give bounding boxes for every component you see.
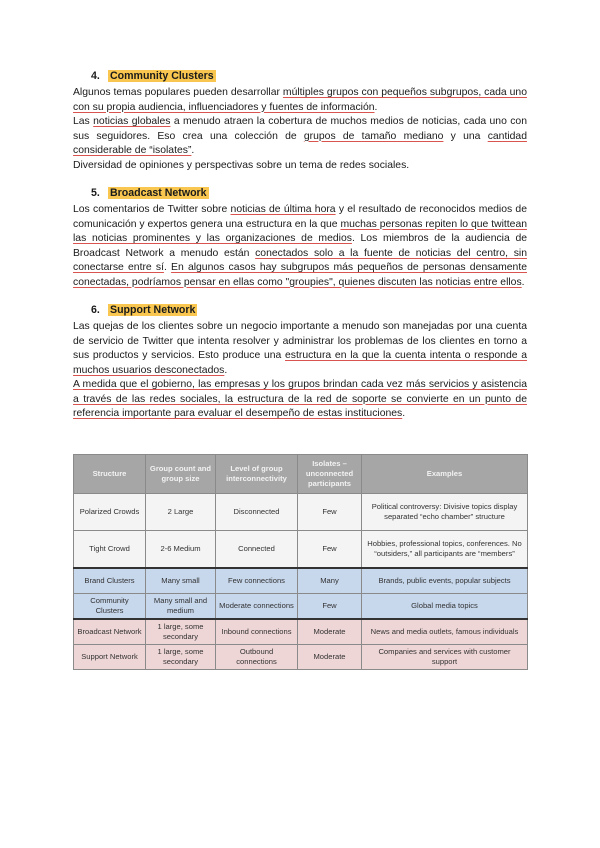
- section-heading: [91, 304, 527, 317]
- paragraph: [73, 86, 527, 115]
- cell-structure: Brand Clusters: [74, 568, 146, 594]
- table-row: [74, 645, 528, 670]
- text-segment: Algunos temas populares pueden desarrollar: [73, 87, 283, 98]
- section-number: 6.: [91, 304, 100, 316]
- table-row: [74, 619, 528, 645]
- section-heading: [91, 70, 527, 83]
- cell-structure: Tight Crowd: [74, 531, 146, 569]
- paragraph: [73, 159, 527, 174]
- cell-interconnectivity: Few connections: [216, 568, 298, 594]
- cell-interconnectivity: Connected: [216, 531, 298, 569]
- network-structures-table: [73, 454, 528, 670]
- text-segment: Diversidad de opiniones y perspectivas sobre un tema de redes sociales.: [73, 159, 410, 171]
- cell-group-count: Many small: [146, 568, 216, 594]
- cell-isolates: Moderate: [298, 619, 362, 645]
- table-header-row: [74, 455, 528, 494]
- paragraph: [73, 115, 527, 159]
- section-number: 4.: [91, 70, 100, 82]
- cell-examples: News and media outlets, famous individuals: [362, 619, 528, 645]
- document-content: [73, 70, 527, 422]
- text-segment: Las quejas de los clientes sobre un negocio importante a menudo son manejadas por una cuenta de servicio de Twitter que intenta resolver y administrar los problemas de los clientes en torno a sus productos y servicios. Esto produce una: [73, 321, 527, 361]
- cell-structure: Polarized Crowds: [74, 494, 146, 531]
- cell-examples: Political controversy: Divisive topics display separated “echo chamber” structure: [362, 494, 528, 531]
- section-title: Community Clusters: [110, 70, 214, 82]
- cell-isolates: Few: [298, 594, 362, 620]
- cell-examples: Global media topics: [362, 594, 528, 620]
- cell-interconnectivity: Outbound connections: [216, 645, 298, 670]
- cell-group-count: 2-6 Medium: [146, 531, 216, 569]
- table-row: [74, 594, 528, 620]
- text-segment: a menudo atraen la cobertura de muchos medios de noticias, cada uno con sus seguidores. Eso crea una colección de: [73, 116, 527, 142]
- cell-structure: Community Clusters: [74, 594, 146, 620]
- text-segment: Las: [73, 116, 94, 127]
- cell-examples: Brands, public events, popular subjects: [362, 568, 528, 594]
- cell-group-count: 1 large, some secondary: [146, 645, 216, 670]
- text-segment: .: [224, 364, 228, 376]
- text-segment: .: [163, 262, 172, 273]
- section-title: Support Network: [110, 304, 196, 316]
- cell-group-count: 1 large, some secondary: [146, 619, 216, 645]
- text-segment: y el resultado de reconocidos medios de comunicación y expertos genera una estructura en la que: [73, 204, 527, 230]
- underlined-text: cantidad considerable de “isolates”: [73, 130, 527, 156]
- underlined-text: estructura en la que la cuenta intenta o responde a muchos usuarios desconectados: [73, 350, 528, 376]
- cell-examples: Hobbies, professional topics, conferences. No “outsiders,” all participants are “members”: [362, 531, 528, 569]
- underlined-text: A medida que el gobierno, las empresas y los grupos brindan cada vez más servicios y asistencia a través de las redes sociales, la estructura de la red de soporte se convierte en un punto de referencia importante para evaluar el desempeño de estas instituciones: [73, 379, 527, 419]
- text-segment: .: [191, 145, 195, 156]
- cell-group-count: 2 Large: [146, 494, 216, 531]
- section-title: Broadcast Network: [110, 187, 207, 199]
- header-examples: Examples: [362, 455, 528, 494]
- table-row: [74, 568, 528, 594]
- section-gap: [73, 290, 527, 304]
- section-gap: [73, 173, 527, 187]
- text-segment: .: [521, 276, 525, 288]
- table-row: [74, 531, 528, 569]
- section-number: 5.: [91, 187, 100, 199]
- underlined-text: múltiples grupos con pequeños subgrupos, cada uno con su propia audiencia, influenciadores y fuentes de información: [73, 87, 527, 113]
- section-heading: [91, 187, 527, 200]
- table-row: [74, 494, 528, 531]
- cell-isolates: Moderate: [298, 645, 362, 670]
- cell-structure: Broadcast Network: [74, 619, 146, 645]
- underlined-text: noticias de última hora: [230, 204, 336, 215]
- underlined-text: conectados solo a la fuente de noticias del centro, sin conectarse entre sí: [73, 247, 527, 273]
- text-segment: y una: [443, 130, 488, 142]
- header-isolates: Isolates – unconnected participants: [298, 455, 362, 494]
- paragraph: [73, 378, 527, 422]
- cell-group-count: Many small and medium: [146, 594, 216, 620]
- underlined-text: En algunos casos hay subgrupos más pequeños de personas densamente conectadas, podríamos pensar en ellas como "groupies", quienes discuten las noticias entre ellos: [73, 262, 527, 288]
- paragraph: [73, 320, 527, 378]
- cell-interconnectivity: Disconnected: [216, 494, 298, 531]
- cell-structure: Support Network: [74, 645, 146, 670]
- underlined-text: noticias globales: [93, 116, 171, 127]
- header-group-count: Group count and group size: [146, 455, 216, 494]
- text-segment: .: [374, 101, 378, 113]
- text-segment: Los comentarios de Twitter sobre: [73, 204, 231, 215]
- header-interconnectivity: Level of group interconnectivity: [216, 455, 298, 494]
- paragraph: [73, 203, 527, 290]
- header-structure: Structure: [74, 455, 146, 494]
- cell-examples: Companies and services with customer support: [362, 645, 528, 670]
- text-segment: . Los miembros de la audiencia de Broadcast Network a menudo están: [73, 233, 527, 259]
- cell-isolates: Few: [298, 531, 362, 569]
- text-segment: .: [402, 408, 406, 419]
- cell-interconnectivity: Moderate connections: [216, 594, 298, 620]
- underlined-text: muchas personas repiten lo que twittean las noticias prominentes y las organizaciones de medios: [73, 218, 528, 244]
- cell-interconnectivity: Inbound connections: [216, 619, 298, 645]
- underlined-text: grupos de tamaño mediano: [303, 130, 444, 142]
- cell-isolates: Many: [298, 568, 362, 594]
- cell-isolates: Few: [298, 494, 362, 531]
